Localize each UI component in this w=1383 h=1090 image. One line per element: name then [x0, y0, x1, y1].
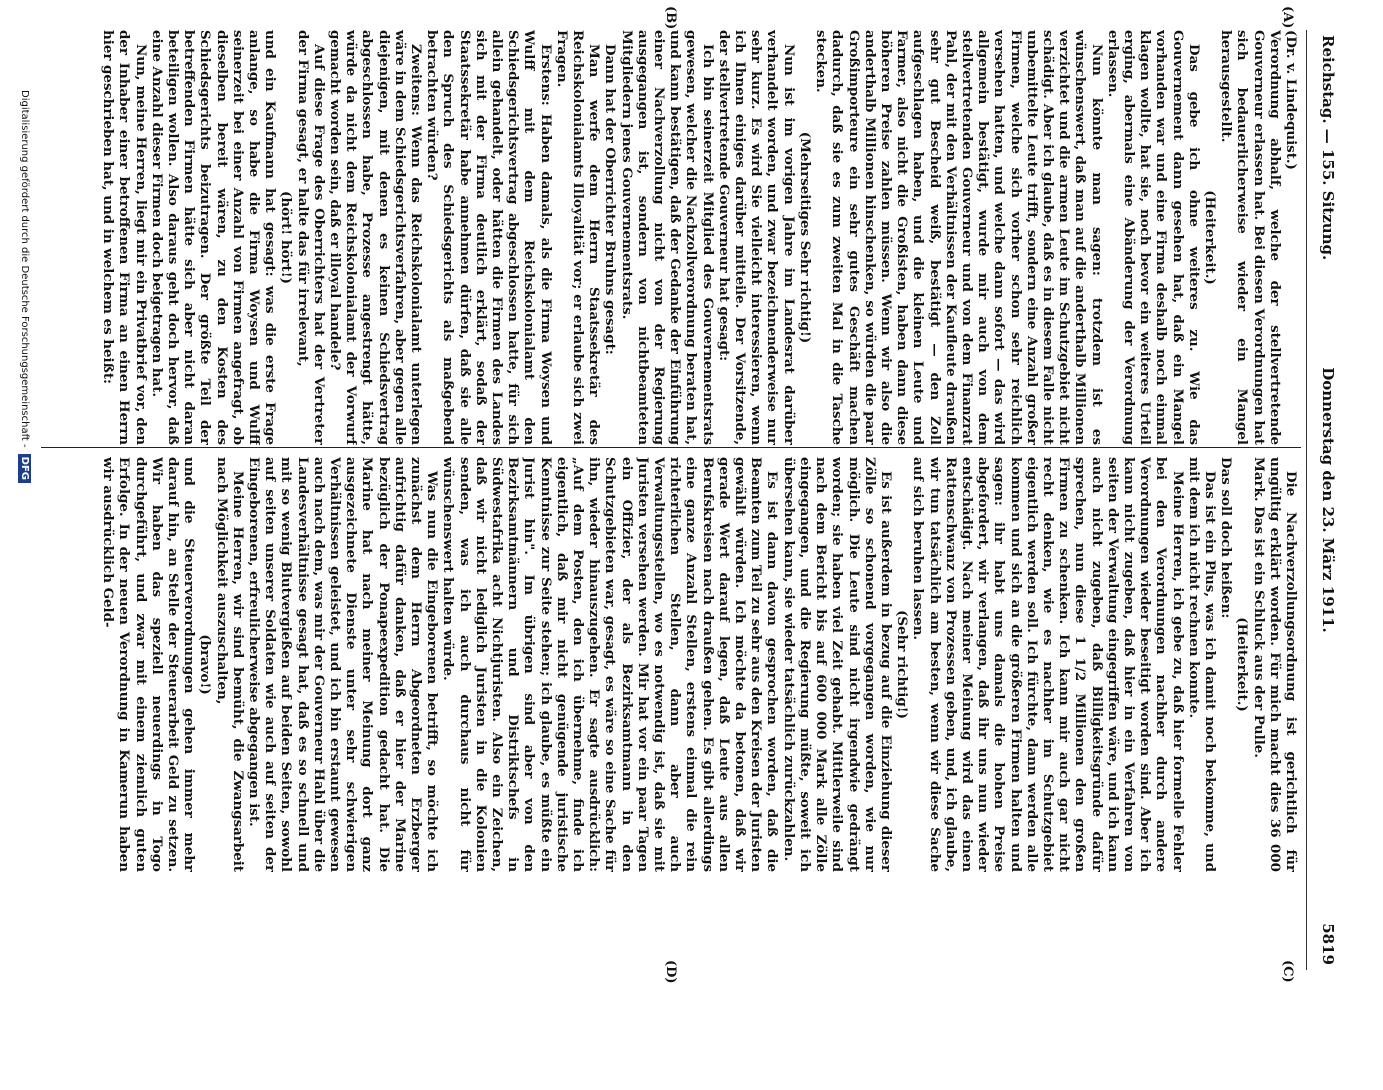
paragraph: Es ist dann davon gesprochen worden, daß die Beamten zum Teil zu sehr aus den Kreisen der Juristen gewählt würden. Ich möchte da betonen, daß wir gerade Wert darauf legen, daß Leute aus allen Berufskreisen nach draußen gehen. Es gibt allerdings eine ganze Anzahl Stellen, erstens einmal die rein richterlichen Stellen, dann aber auch Verwaltungsstellen, wo es notwendig ist, daß sie mit Juristen versehen werden. Mir hat vor ein paar Tagen ein Offizier, der als Bezirksamtmann in den Schutzgebieten war, gesagt, es wäre so eine Sache für ihn, wieder hinauszugehen. Er sagte ausdrücklich: „Auf dem Posten, den ich übernehme, finde ich eigentlich, daß mir nicht genügende juristische Kenntnisse zur Seite stehen; ich glaube, es müßte ein Jurist hin". Im übrigen sind aber von den Bezirksamtmännern und Distriktschefs in Südwestafrika acht Nichtjuristen. Also ein Zeichen, daß wir nicht lediglich Juristen in die Kolonien senden, was ich auch durchaus nicht für wünschenswert halten würde. [440, 457, 781, 872]
speaker-line: (Dr. v. Lindequist.) [1283, 30, 1299, 170]
quote-paragraph: Ich bin seinerzeit Mitglied des Gouvernementsrats gewesen, welcher die Nachzollverordnung beraten hat, und kann bestätigen, daß der Gedanke der Einführung einer Nachverzollung nicht von der Regierung ausgegangen ist, sondern von nichtbeamteten Mitgliedern jenes Gouvernementsrats. [618, 30, 716, 445]
credit-text: Digitalisierung gefördert durch die Deutsche Forschungsgemeinschaft - [19, 90, 30, 448]
quote-paragraph: Die Nachverzollungsordnung ist gerichtlich für ungültig erklärt worden. Für mich macht dies 36 000 Mark. Das ist ein Schluck aus der Pulle. [1250, 457, 1299, 872]
paragraph: und ein Kaufmann hat gesagt: was die erste Frage anlange, so habe die Firma Woysen und Wulff seinerzeit bei einer Anzahl von Firmen angefragt, ob dieselben bereit wären, zu den Kosten des Schiedsgerichts beizutragen. Der größte Teil der betreffenden Firmen hätte sich aber nicht daran beteiligen wollen. Also daraus geht doch hervor, daß eine Anzahl dieser Firmen doch beigetragen hat. [148, 30, 279, 445]
left-column [44, 30, 1299, 445]
paragraph: Nun ist im vorigen Jahre im Landesrat darüber verhandelt worden, und zwar bezeichnenderweise nur sehr kurz. Es wird Sie vielleicht interessieren, wenn ich Ihnen einiges darüber mitteile. Der Vorsitzende, der stellvertretende Gouverneur hat gesagt: [715, 30, 797, 445]
document-page [43, 6, 1343, 984]
paragraph: Nun, meine Herren, liegt mir ein Privatbrief vor, den der Inhaber einer betroffenen Firma an einen Herrn hier geschrieben hat, und in welchem es heißt: [100, 30, 149, 445]
paragraph: Dann hat der Oberrichter Bruhns gesagt: [602, 44, 619, 355]
paragraph: Auf diese Frage des Oberrichters hat der Vertreter der Firma gesagt, er halte das für irrelevant, [294, 30, 327, 445]
paragraph: Das soll doch heißen: [1218, 457, 1235, 619]
digitization-credit [18, 0, 31, 1090]
paragraph: Meine Herren, ich gebe zu, daß hier formelle Fehler bei den Verordnungen nachher durch andere Verordnungen wieder beseitigt worden sind. Aber ich kann nicht zugeben, daß hier in ein Verfahren von seiten der Verwaltung eingegriffen wäre, und ich kann auch nicht zugeben, daß Billigkeitsgründe dafür sprechen, nun diese 1 1/2 Millionen den großen Firmen zu schenken. Ich kann mir auch gar nicht recht denken, wie es nachher im Schutzgebiet eigentlich werden soll. Ich fürchte, dann werden alle kommen und sich an die größeren Firmen halten und sagen: ihr habt uns damals die hohen Preise abgefordert, wir verlangen, daß ihr uns nun wieder entschädigt. Nach meiner Meinung wird das einen Rattenschwanz von Prozessen geben, und, ich glaube, wir tun tatsächlich am besten, wenn wir diese Sache auf sich beruhen lassen. [910, 457, 1186, 872]
margin-mark-a: (A) [1280, 6, 1295, 29]
page-number: 5819 [1319, 923, 1337, 965]
interjection: (Heiterkeit.) [1234, 617, 1251, 712]
right-column [44, 457, 1299, 872]
page-header [1313, 35, 1337, 965]
paragraph: Nun könnte man sagen: trotzdem ist es wünschenswert, daß man auf die anderthalb Millionen verzichtet und die armen Leute im Schutzgebiet nicht schädigt. Aber ich glaube, daß es in diesem Falle nicht unbemittelte Leute trifft, sondern eine Anzahl großer Firmen, welche sich vorher schon sehr reichlich versehen hatten, und welche dann sofort — das wird allgemein bestätigt, wurde mir auch von dem stellvertretenden Gouverneur und von dem Finanzrat Pahl, der mit den Verhältnissen der Kaufleute draußen sehr gut Bescheid weiß, bestätigt — den Zoll aufgeschlagen haben, und die kleinen Leute und Farmer, also nicht die Großisten, haben dann diese höheren Preise zahlen müssen. Wenn wir also die anderthalb Millionen hinschenken, so würden die paar Großimporteure ein sehr gutes Geschäft machen dadurch, daß sie es zum zweiten Mal in die Tasche stecken. [813, 30, 1105, 445]
interjection: (hört! hört!) [278, 191, 295, 284]
quote-paragraph: Zweitens: Wenn das Reichskolonialamt unterlegen wäre in dem Schiedsgerichtsverfahren, aber gegen alle diejenigen, mit denen es keinen Schiedsvertrag abgeschlossen habe, Prozesse angestrengt hätte, würde da nicht dem Reichskolonialamt der Vorwurf gemacht worden sein, daß er illoyal handele? [327, 30, 425, 445]
interjection: (Heiterkeit.) [1201, 190, 1218, 285]
margin-mark-b: (B) [663, 6, 678, 30]
paragraph: Was nun die Eingeborenen betrifft, so möchte ich zunächst dem Herrn Abgeordneten Erzberger aufrichtig dafür danken, daß er hier der Marine bezüglich der Ponapeexpedition gedacht hat. Die Marine hat nach meiner Meinung dort ganz ausgezeichnete Dienste unter sehr schwierigen Verhältnissen geleistet, und ich bin erstaunt gewesen auch nach dem, was mir der Gouverneur Hahl über die Landesverhältnisse gesagt hat, daß es so schnell und mit so wenig Blutvergießen auf beiden Seiten, sowohl auf seiten unserer Soldaten wie auch auf seiten der Eingeborenen, erfreulicherweise abgegangen ist. [246, 457, 441, 872]
margin-mark-c: (C) [1280, 960, 1295, 983]
header-rule [1306, 30, 1307, 970]
paragraph: Meine Herren, wir sind bemüht, die Zwangsarbeit nach Möglichkeit auszuschalten, [213, 457, 246, 872]
quote-paragraph: Das ist ein Plus, was ich damit noch bekomme, und mit dem ich nicht rechnen konnte. [1185, 457, 1218, 872]
paragraph: Es ist außerdem in bezug auf die Einziehung dieser Zölle so schonend vorgegangen worden, wie nur möglich. Die Leute sind nicht irgendwie gedrängt worden; sie haben viel Zeit gehabt. Mittlerweile sind nach dem Bericht bis auf 600 000 Mark alle Zölle eingegangen, und die Regierung müßte, soweit ich übersehen kann, sie wieder tatsächlich zurückzahlen. [780, 457, 894, 872]
header-date: Donnerstag den 23. März 1911. [1319, 367, 1337, 633]
quote-paragraph: Man werfe dem Herrn Staatssekretär des Reichskolonialamts Illoyalität vor; er erlaube sich zwei Fragen. [553, 30, 603, 445]
header-session: Reichstag. — 155. Sitzung. [1319, 35, 1337, 261]
interjection: (Mehrseitiges Sehr richtig!) [796, 131, 813, 344]
paragraph: Verordnung abhalf, welche der stellvertretende Gouverneur erlassen hat. Bei diesen Verordnungen hat sich bedauerlicherweise wieder ein Mangel herausgestellt. [1218, 30, 1283, 445]
interjection: (bravo!) [197, 634, 214, 695]
quote-paragraph: Erstens: Haben damals, als die Firma Woysen und Wulff mit dem Reichskolonialamt den Schiedsgerichtsvertrag abgeschlossen hatte, für sich allein gehandelt, oder hätten die Firmen des Landes sich mit der Firma deutlich erklärt, sodaß der Staatssekretär habe annehmen dürfen, daß sie alle den Spruch des Schiedsgerichts als maßgebend betrachten würden? [424, 30, 554, 445]
paragraph: und die Steuerverordnungen gehen immer mehr darauf hin, an Stelle der Steuerarbeit Geld zu setzen. Wir haben das speziell neuerdings in Togo durchgeführt, und zwar mit einem ziemlich guten Erfolge. In der neuen Verordnung in Kamerun haben wir ausdrücklich Geld- [100, 457, 198, 872]
paragraph: Das gebe ich ohne weiteres zu. Wie das Gouvernement dann gesehen hat, daß ein Mangel vorhanden war und eine Firma deshalb noch einmal klagen wollte, hat sie, noch bevor ein weiteres Urteil erging, abermals eine Abänderung der Verordnung erlassen. [1104, 30, 1202, 445]
column-divider [41, 447, 1301, 448]
interjection: (Sehr richtig!) [894, 610, 911, 719]
margin-mark-d: (D) [663, 960, 678, 984]
dfg-logo: DFG [18, 454, 31, 483]
